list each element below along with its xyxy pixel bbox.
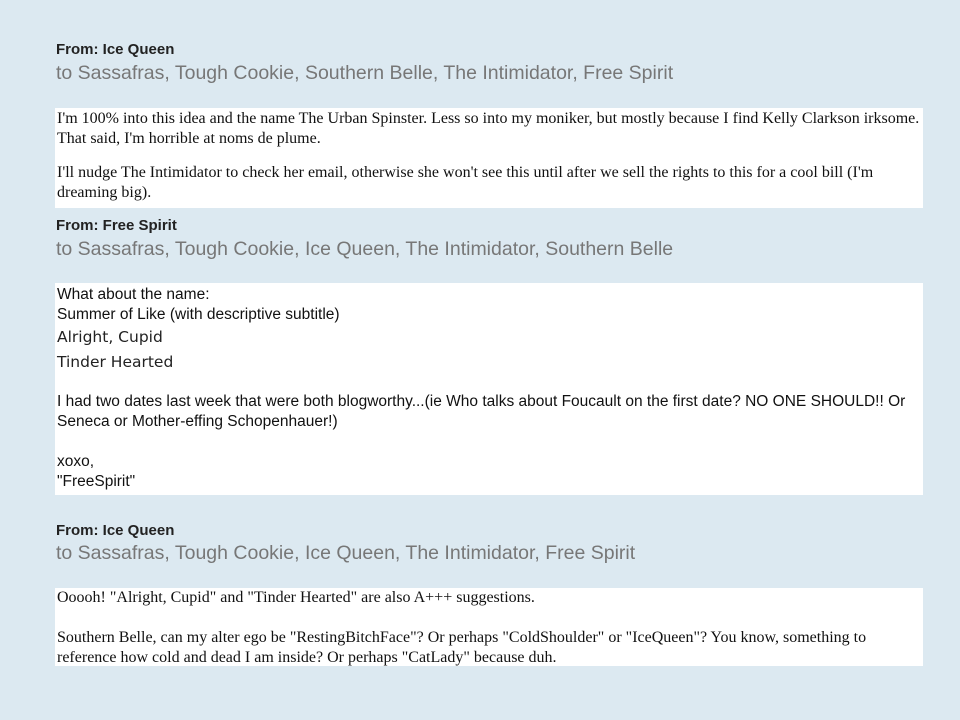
email-sender: From: Ice Queen	[56, 522, 175, 539]
email-signature: "FreeSpirit"	[57, 473, 136, 490]
email-recipients: to Sassafras, Tough Cookie, Ice Queen, The Intimidator, Free Spirit	[56, 542, 636, 564]
email-paragraph: Southern Belle, can my alter ego be "RestingBitchFace"? Or perhaps "ColdShoulder" or "IceQueen"? You know, something to reference how cold and dead I am inside? Or perhaps "CatLady" because duh.	[57, 629, 867, 666]
email-sender: From: Ice Queen	[56, 41, 175, 58]
email-paragraph: I'm 100% into this idea and the name The Urban Spinster. Less so into my moniker, but mostly because I find Kelly Clarkson irksome. That said, I'm horrible at noms de plume.	[57, 110, 920, 147]
email-body	[55, 283, 923, 495]
email-signoff: xoxo,	[57, 453, 95, 470]
email-paragraph: I'll nudge The Intimidator to check her email, otherwise she won't see this until after we sell the rights to this for a cool bill (I'm dreaming big).	[57, 164, 874, 201]
email-sender: From: Free Spirit	[56, 217, 177, 234]
email-recipients: to Sassafras, Tough Cookie, Southern Belle, The Intimidator, Free Spirit	[56, 62, 674, 84]
email-body	[55, 108, 923, 208]
email-line: What about the name:	[57, 286, 210, 303]
suggested-name: Tinder Hearted	[57, 353, 174, 371]
email-paragraph: Ooooh! "Alright, Cupid" and "Tinder Hearted" are also A+++ suggestions.	[57, 589, 535, 606]
email-paragraph: I had two dates last week that were both blogworthy...(ie Who talks about Foucault on the first date? NO ONE SHOULD!! Or Seneca or Mother-effing Schopenhauer!)	[57, 393, 906, 430]
suggested-name: Summer of Like (with descriptive subtitle)	[57, 306, 340, 323]
email-recipients: to Sassafras, Tough Cookie, Ice Queen, The Intimidator, Southern Belle	[56, 238, 674, 260]
email-body	[55, 588, 923, 666]
suggested-name: Alright, Cupid	[57, 328, 163, 346]
